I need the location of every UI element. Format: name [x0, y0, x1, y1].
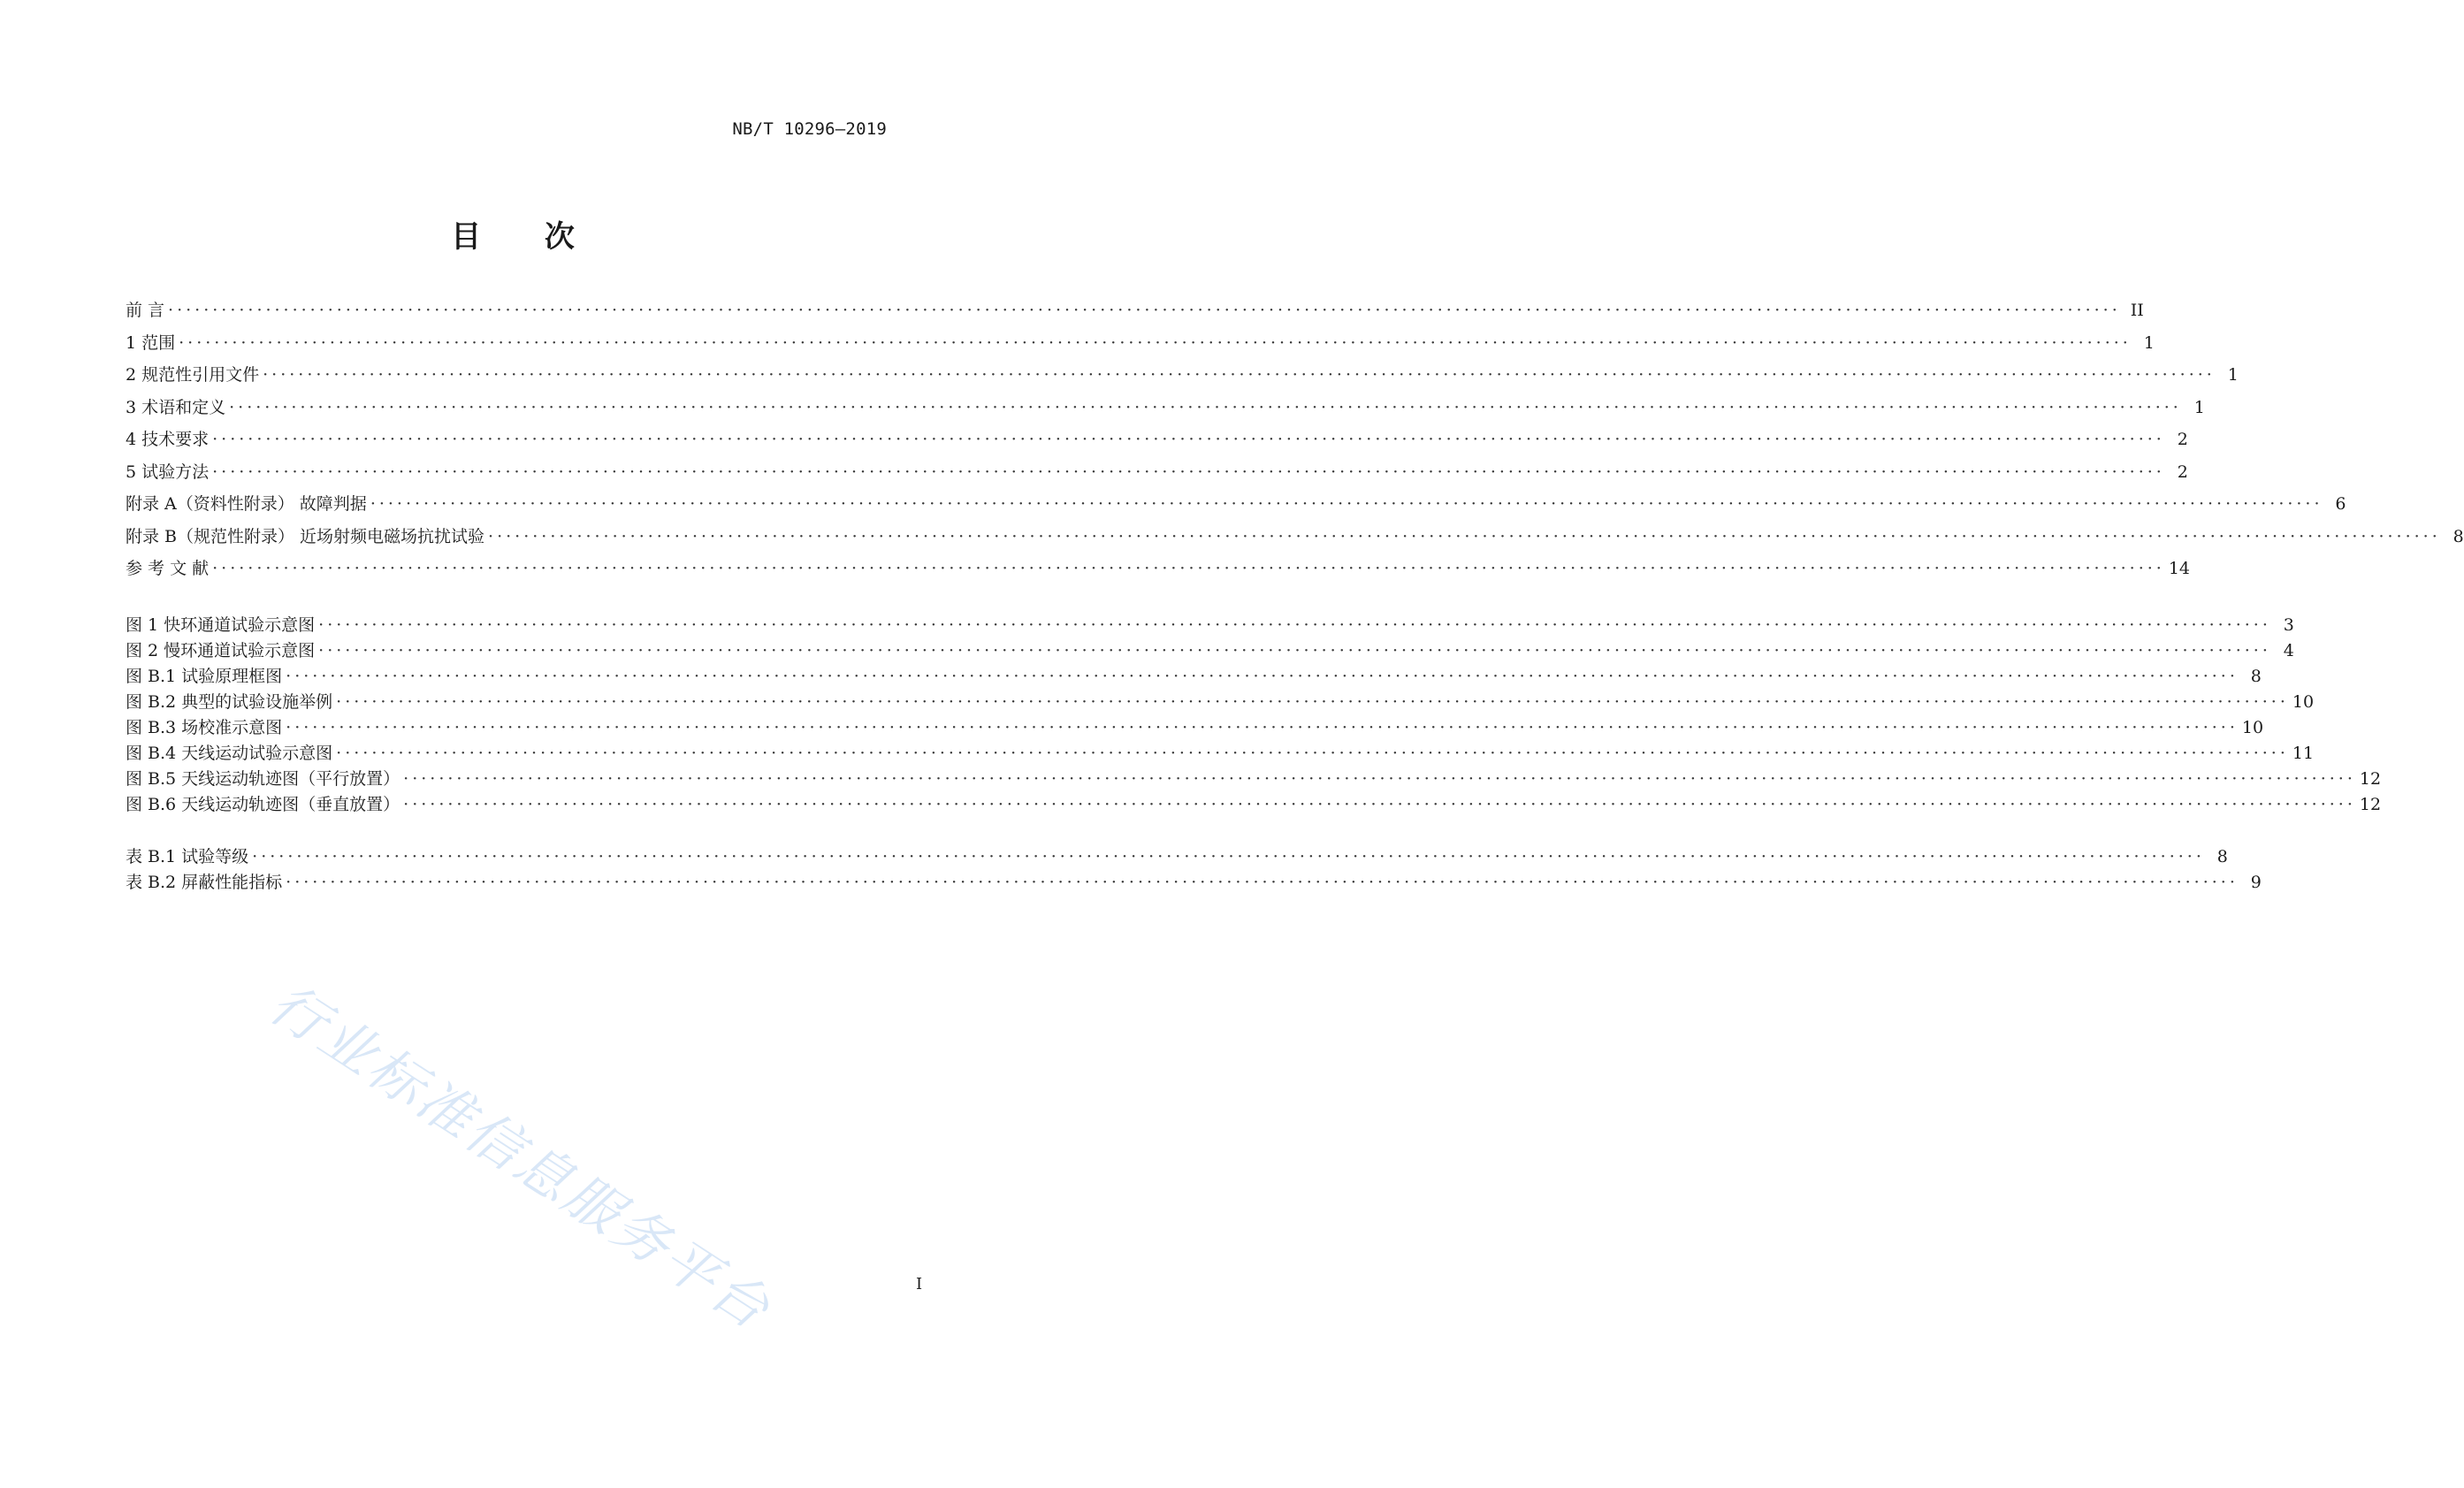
toc-entry[interactable] [126, 394, 2205, 418]
toc-leader-dots: ···························································································································································································································· [336, 692, 2289, 712]
page-title: 目 次 [451, 219, 601, 255]
toc-leader-dots: ···························································································································································································································· [488, 526, 2441, 546]
toc-entry-label: 图 B.3 场校准示意图 [126, 718, 283, 737]
toc-entry-label: 2 规范性引用文件 [126, 365, 260, 385]
toc-entry-label: 前 言 [126, 301, 165, 320]
toc-entry-page: 12 [2359, 769, 2382, 789]
toc-entry[interactable] [126, 740, 2315, 764]
toc-entry-page: 1 [2227, 365, 2239, 385]
toc-leader-dots: ···························································································································································································································· [403, 795, 2356, 814]
toc-entry-page: 14 [2168, 559, 2191, 578]
toc-entry-label: 5 试验方法 [126, 462, 210, 482]
toc-entry-label: 附录 B（规范性附录） 近场射频电磁场抗扰试验 [126, 526, 485, 546]
toc-entry-page: 9 [2250, 873, 2262, 892]
toc-entry-page: 4 [2283, 641, 2294, 660]
toc-leader-dots: ···························································································································································································································· [168, 301, 2121, 320]
toc-entry-label: 附录 A（资料性附录） 故障判据 [126, 494, 367, 514]
toc-entry[interactable] [126, 766, 2382, 790]
toc-entry[interactable] [126, 791, 2382, 815]
toc-entry-label: 参 考 文 献 [126, 559, 210, 578]
toc-entry-page: 3 [2283, 615, 2294, 635]
toc-entry[interactable] [126, 612, 2294, 636]
toc-entry[interactable] [126, 689, 2315, 713]
toc-entry[interactable] [126, 330, 2155, 354]
page-number: I [916, 1275, 923, 1293]
toc-leader-dots: ···························································································································································································································· [370, 494, 2323, 514]
standard-code: NB/T 10296—2019 [732, 119, 887, 139]
toc-entry-page: II [2130, 301, 2144, 320]
toc-leader-dots: ···························································································································································································································· [212, 430, 2165, 449]
toc-entry-label: 图 1 快环通道试验示意图 [126, 615, 316, 635]
toc-entry-page: 8 [2453, 526, 2464, 546]
toc-entry-label: 图 B.4 天线运动试验示意图 [126, 744, 333, 763]
toc-entry-label: 图 B.5 天线运动轨迹图（平行放置） [126, 769, 400, 789]
toc-entry-page: 2 [2177, 430, 2188, 449]
toc-leader-dots: ···························································································································································································································· [286, 718, 2239, 737]
toc-entry-label: 图 B.1 试验原理框图 [126, 667, 283, 686]
toc-leader-dots: ···························································································································································································································· [336, 744, 2289, 763]
toc-leader-dots: ···························································································································································································································· [252, 847, 2205, 866]
toc-entry-page: 12 [2359, 795, 2382, 814]
toc-entry[interactable] [126, 663, 2262, 687]
watermark: 行业标准信息服务平台 [258, 971, 783, 1343]
toc-entry-page: 2 [2177, 462, 2188, 482]
toc-entry-page: 10 [2241, 718, 2264, 737]
toc-leader-dots: ···························································································································································································································· [263, 365, 2216, 385]
toc-leader-dots: ···························································································································································································································· [229, 397, 2182, 417]
toc-entry-page: 1 [2143, 332, 2155, 353]
toc-entry[interactable] [126, 523, 2464, 547]
toc-entry[interactable] [126, 426, 2188, 450]
toc-leader-dots: ···························································································································································································································· [403, 769, 2356, 789]
toc-leader-dots: ···························································································································································································································· [318, 615, 2271, 635]
toc-entry-label: 图 B.6 天线运动轨迹图（垂直放置） [126, 795, 400, 814]
toc-leader-dots: ···························································································································································································································· [212, 462, 2165, 482]
toc-entry[interactable] [126, 491, 2346, 515]
toc-entry-page: 6 [2335, 494, 2346, 514]
toc-entry[interactable] [126, 637, 2294, 661]
toc-entry-label: 图 B.2 典型的试验设施举例 [126, 692, 333, 712]
toc-leader-dots: ···························································································································································································································· [179, 332, 2132, 353]
toc-entry[interactable] [126, 869, 2262, 893]
toc-entry-page: 1 [2193, 397, 2205, 417]
toc-entry-label: 表 B.2 屏蔽性能指标 [126, 873, 283, 892]
toc-entry[interactable] [126, 459, 2188, 483]
toc-leader-dots: ···························································································································································································································· [286, 873, 2239, 892]
toc-entry-page: 8 [2216, 847, 2228, 866]
toc-entry-page: 10 [2292, 692, 2315, 712]
toc-leader-dots: ···························································································································································································································· [286, 667, 2239, 686]
toc-entry[interactable] [126, 297, 2144, 321]
toc-entry[interactable] [126, 555, 2191, 579]
toc-entry-label: 3 术语和定义 [126, 397, 226, 417]
toc-entry-page: 8 [2250, 667, 2262, 686]
toc-entry[interactable] [126, 843, 2228, 867]
toc-entry-label: 图 2 慢环通道试验示意图 [126, 641, 316, 660]
toc-entry[interactable] [126, 362, 2239, 385]
toc-leader-dots: ···························································································································································································································· [318, 641, 2271, 660]
toc-entry-label: 1 范围 [126, 332, 176, 353]
toc-leader-dots: ···························································································································································································································· [212, 559, 2165, 578]
toc-entry-label: 4 技术要求 [126, 430, 210, 449]
toc-entry[interactable] [126, 714, 2264, 738]
toc-entry-label: 表 B.1 试验等级 [126, 847, 249, 866]
toc-entry-page: 11 [2292, 744, 2315, 763]
